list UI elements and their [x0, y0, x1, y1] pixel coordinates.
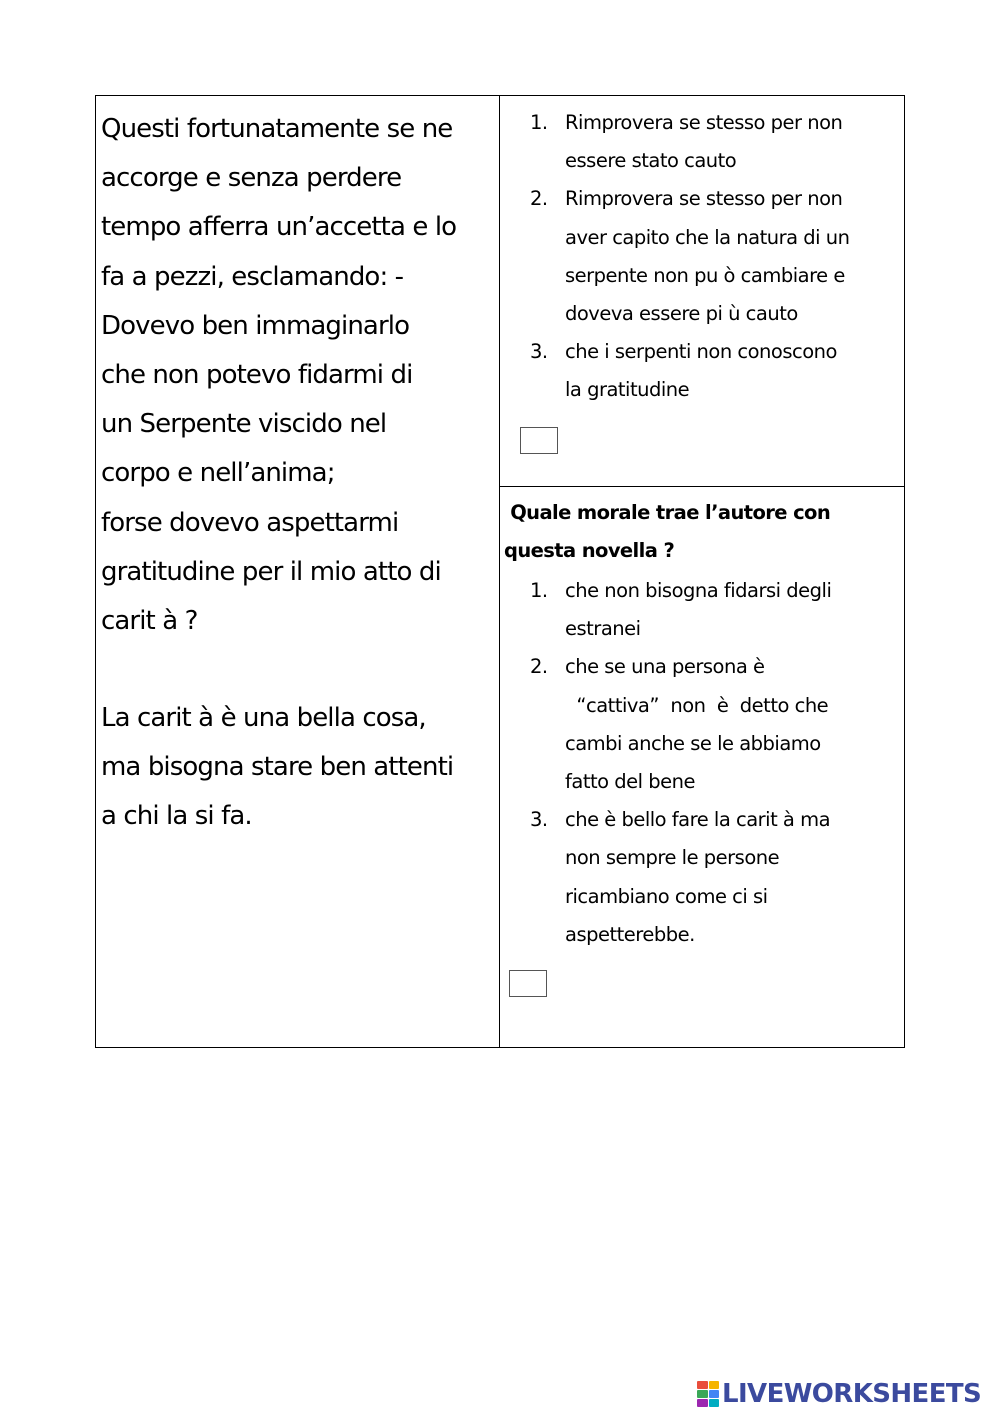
option-2 [530, 180, 849, 333]
option-line: Rimprovera se stesso per non [565, 111, 843, 134]
option-line: essere stato cauto [565, 149, 737, 173]
question-2-options [530, 572, 831, 954]
story-line: gratitudine per il mio atto di [101, 556, 441, 587]
question-1-options [530, 104, 849, 410]
question-line: questa novella ? [504, 539, 675, 563]
option-text [565, 180, 849, 333]
story-line: ma bisogna stare ben attenti [101, 752, 454, 783]
story-paragraph-1 [101, 105, 456, 646]
option-1 [530, 572, 831, 648]
answer-input-box[interactable] [520, 427, 558, 454]
option-text [565, 333, 837, 409]
story-line: a chi la si fa. [101, 801, 252, 832]
option-line: che non bisogna fidarsi degli [565, 579, 832, 602]
logo-tile [709, 1390, 720, 1398]
story-paragraph-2 [101, 694, 453, 842]
liveworksheets-mark-icon [697, 1381, 719, 1407]
option-line: che i serpenti non conoscono [565, 340, 837, 364]
option-number: 3. [530, 808, 548, 832]
story-line: forse dovevo aspettarmi [101, 507, 399, 538]
answer-input-box[interactable] [509, 970, 547, 997]
story-line: fa a pezzi, esclamando: - [101, 261, 404, 292]
logo-tile [709, 1399, 720, 1407]
option-line: serpente non pu ò cambiare e [565, 263, 845, 287]
option-line: la gratitudine [565, 378, 690, 402]
story-line: tempo afferra un’accetta e lo [101, 212, 457, 243]
question-line: Quale morale trae l’autore con [504, 501, 831, 524]
option-line: ricambiano come ci si [565, 884, 768, 908]
question-2-cell [500, 487, 904, 1047]
worksheet-table [95, 95, 905, 1048]
option-text [565, 801, 830, 954]
story-line: Questi fortunatamente se ne [101, 114, 453, 144]
option-number: 1. [530, 111, 548, 134]
option-line: che se una persona è [565, 655, 765, 679]
question-1-cell [500, 96, 904, 487]
option-line: “cattiva” non è detto che [565, 693, 829, 717]
option-line: aspetterebbe. [565, 922, 695, 946]
option-line: non sempre le persone [565, 846, 780, 870]
logo-tile [709, 1381, 720, 1389]
option-line: aver capito che la natura di un [565, 225, 850, 249]
story-line: accorge e senza perdere [101, 163, 402, 194]
liveworksheets-logo [697, 1377, 981, 1411]
logo-tile [697, 1381, 708, 1389]
option-line: fatto del bene [565, 770, 695, 794]
brand-name: LIVEWORKSHEETS [722, 1379, 982, 1409]
option-3 [530, 801, 831, 954]
story-line: che non potevo fidarmi di [101, 360, 413, 391]
story-line: carit à ? [101, 606, 198, 637]
option-text [565, 648, 828, 801]
option-line: cambi anche se le abbiamo [565, 731, 821, 755]
question-2-title [504, 494, 830, 570]
story-text-cell [96, 96, 500, 1047]
story-line: un Serpente viscido nel [101, 409, 387, 440]
option-number: 1. [530, 579, 548, 602]
option-line: che è bello fare la carit à ma [565, 808, 831, 832]
option-number: 3. [530, 340, 548, 364]
option-number: 2. [530, 655, 548, 679]
option-line: estranei [565, 617, 641, 641]
option-line: Rimprovera se stesso per non [565, 187, 843, 211]
story-line: La carit à è una bella cosa, [101, 703, 426, 733]
story-line: corpo e nell’anima; [101, 458, 335, 489]
option-number: 2. [530, 187, 548, 211]
option-3 [530, 333, 849, 409]
logo-tile [697, 1390, 708, 1398]
logo-tile [697, 1399, 708, 1407]
option-line: doveva essere pi ù cauto [565, 302, 798, 326]
option-1 [530, 104, 849, 180]
option-text [565, 104, 842, 180]
option-2 [530, 648, 831, 801]
option-text [565, 572, 831, 648]
story-line: Dovevo ben immaginarlo [101, 310, 410, 341]
